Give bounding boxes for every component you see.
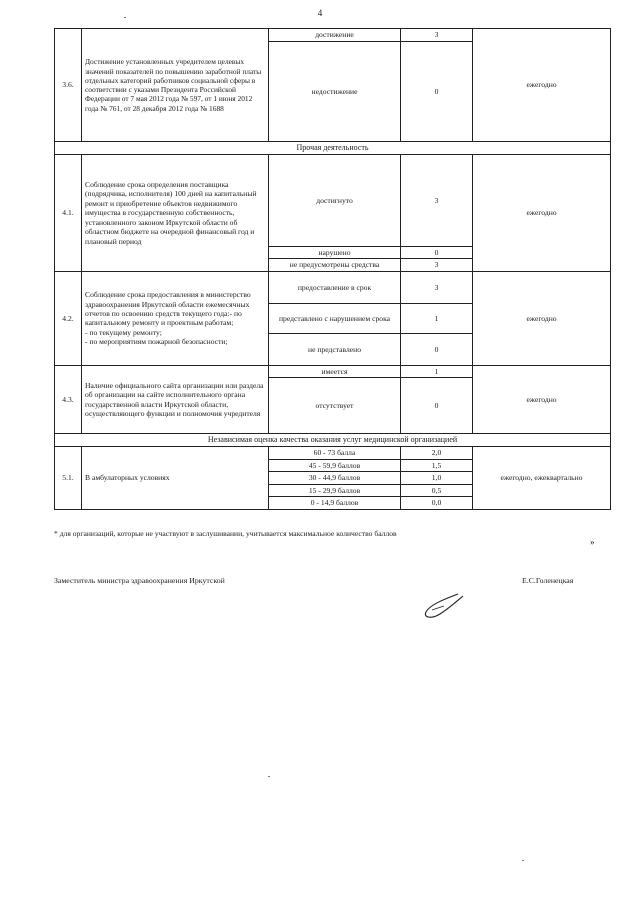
option-score: 0	[401, 42, 473, 142]
footnote: * для организаций, которые не участвуют в заслушивании, учитывается максимальное количество баллов	[54, 529, 397, 538]
scan-speck	[124, 17, 126, 18]
table-row	[55, 447, 611, 459]
option-label: представлено с нарушением срока	[269, 303, 401, 333]
option-score: 0	[401, 333, 473, 365]
option-label: отсутствует	[269, 378, 401, 434]
option-score: 1	[401, 365, 473, 377]
table-row	[55, 271, 611, 303]
row-number: 4.2.	[55, 271, 82, 365]
criterion-description: Соблюдение срока определения поставщика (подрядчика, исполнителя) 100 дней на капитальный ремонт и приобретение объектов недвижимого имущества в государственную собственность, установленного законом Иркутской области об областном бюджете на очередной финансовый год и плановый период	[82, 155, 269, 272]
option-label: 15 - 29,9 баллов	[269, 484, 401, 496]
section-row	[55, 142, 611, 155]
row-number: 4.3.	[55, 365, 82, 433]
option-score: 3	[401, 271, 473, 303]
periodicity: ежегодно	[473, 271, 611, 365]
section-row	[55, 434, 611, 447]
scan-speck	[522, 860, 524, 861]
periodicity: ежегодно	[473, 365, 611, 433]
signatory-name: Е.С.Голенецкая	[522, 576, 574, 585]
description-line: Соблюдение срока предоставления в министерство здравоохранения Иркутской области ежемесячных отчетов по освоению средств текущего года:- по капитальному ремонту и проектным работам;	[85, 290, 251, 328]
closing-quote: »	[590, 537, 595, 547]
option-score: 1,0	[401, 472, 473, 484]
criteria-table	[54, 28, 611, 510]
row-number: 5.1.	[55, 447, 82, 509]
option-label: не предусмотрены средства	[269, 259, 401, 271]
option-score: 0,5	[401, 484, 473, 496]
option-label: предоставление в срок	[269, 271, 401, 303]
option-score: 0,0	[401, 497, 473, 509]
option-label: нарушено	[269, 247, 401, 259]
criterion-description: Достижение установленных учредителем целевых значений показателей по повышению заработной платы отдельных категорий работников социальной сферы в соответствии с указами Президента Российской Федерации от 7 мая 2012 года № 597, от 1 июня 2012 года № 761, от 28 декабря 2012 года № 1688	[82, 29, 269, 142]
page-number: 4	[317, 8, 323, 18]
option-label: не представлено	[269, 333, 401, 365]
table-row	[55, 29, 611, 42]
handwritten-signature	[418, 588, 468, 624]
section-title: Прочая деятельность	[55, 142, 611, 155]
option-label: имеется	[269, 365, 401, 377]
option-label: 60 - 73 балла	[269, 447, 401, 459]
section-title: Независимая оценка качества оказания услуг медицинской организацией	[55, 434, 611, 447]
option-label: достижение	[269, 29, 401, 42]
option-label: 45 - 59,9 баллов	[269, 459, 401, 471]
description-line: - по текущему ремонту;	[85, 327, 162, 337]
option-label: достигнуто	[269, 155, 401, 247]
option-score: 0	[401, 247, 473, 259]
row-number: 4.1.	[55, 155, 82, 272]
option-score: 0	[401, 378, 473, 434]
option-score: 3	[401, 259, 473, 271]
row-number: 3.6.	[55, 29, 82, 142]
option-label: недостижение	[269, 42, 401, 142]
periodicity: ежегодно, ежеквартально	[473, 447, 611, 509]
table-row	[55, 365, 611, 377]
option-label: 0 - 14,9 баллов	[269, 497, 401, 509]
periodicity: ежегодно	[473, 155, 611, 272]
description-line: - по мероприятиям пожарной безопасности;	[85, 337, 228, 347]
option-score: 2,0	[401, 447, 473, 459]
criterion-description: Наличие официального сайта организации или раздела об организации на сайте исполнительного органа государственной власти Иркутской области, осуществляющего функции и полномочия учредителя	[82, 365, 269, 433]
option-score: 3	[401, 29, 473, 42]
scan-speck	[268, 776, 270, 777]
signatory-position: Заместитель министра здравоохранения Иркутской	[54, 576, 225, 585]
option-score: 3	[401, 155, 473, 247]
option-score: 1,5	[401, 459, 473, 471]
option-label: 30 - 44,9 баллов	[269, 472, 401, 484]
table-row	[55, 155, 611, 247]
criterion-description	[82, 271, 269, 365]
criterion-description: В амбулаторных условиях	[82, 447, 269, 509]
periodicity: ежегодно	[473, 29, 611, 142]
option-score: 1	[401, 303, 473, 333]
